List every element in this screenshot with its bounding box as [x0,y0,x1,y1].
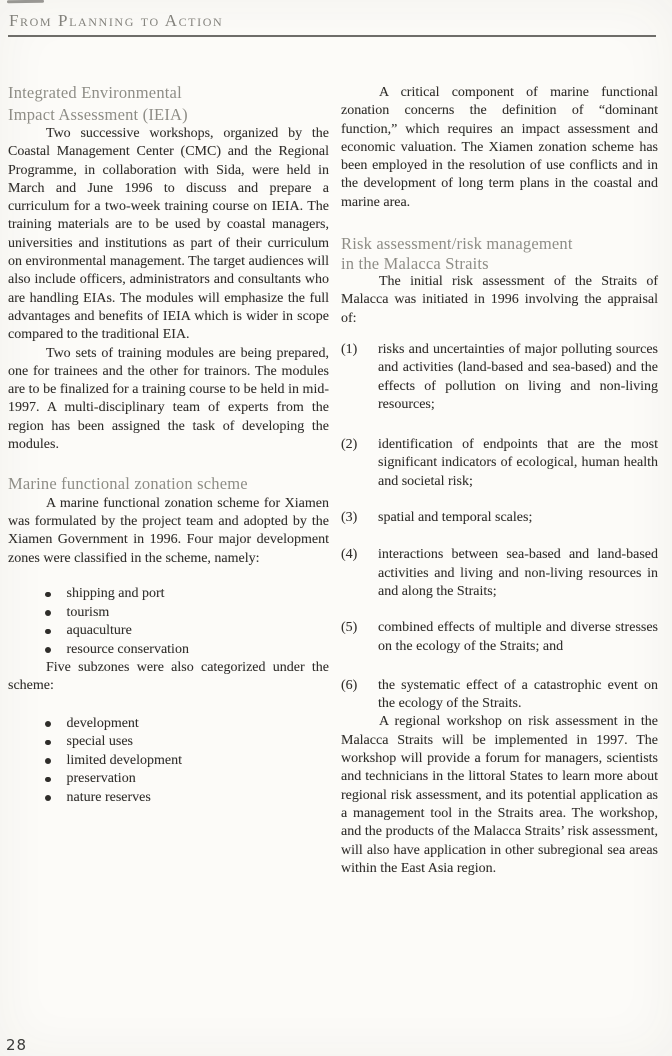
heading-line-2: Impact Assessment (IEIA) [8,104,188,124]
list-item-label: tourism [66,604,110,620]
paragraph-subzones: Five subzones were also categorized under the scheme: [8,660,329,694]
section-heading-ieia [8,82,329,125]
list-item-label: shipping and port [66,586,165,602]
left-column [8,82,329,807]
item-text: interactions between sea-based and land-based activities and living and non-living resources in and along the Straits; [378,547,658,599]
heading-line-1: Integrated Environmental [8,83,182,102]
list-item-label: preservation [66,771,136,787]
numbered-item-3 [341,509,658,527]
item-number: (4) [341,547,358,563]
section-heading-zonation: Marine functional zonation scheme [8,474,248,494]
zone-bullet-list [45,585,329,659]
list-item-label: resource conservation [66,641,189,657]
bullet-icon [45,721,51,727]
item-text: spatial and temporal scales; [378,510,533,526]
item-text: risks and uncertainties of major polluting sources and activities (land-based and sea-based) and the effects of pollution on living and non-living resources; [378,341,658,412]
paragraph-ieia-workshops: Two successive workshops, organized by the Coastal Management Center (CMC) and the Regional Programme, in collaboration with Sida, were held in March and June 1996 to discuss and prepare a curriculum for a two-week training course on IEIA. The training materials are to be used by coastal managers, universities and institutions as part of their curriculum on environmental management. The target audiences will also include officers, administrators and consultants who are handling EIAs. The modules will emphasize the full advantages and benefits of IEIA which is wider in scope compared to the traditional EIA. [8,126,329,343]
running-header: From Planning to Action [9,11,224,30]
list-item-label: aquaculture [66,623,132,639]
list-item-label: limited development [66,752,182,768]
bullet-icon [45,795,51,801]
bullet-icon [45,629,51,635]
bullet-icon [45,647,51,653]
list-item [45,733,329,752]
numbered-item-1 [341,341,658,414]
item-number: (1) [341,341,358,357]
list-item [45,770,329,789]
numbered-item-5 [341,619,658,656]
numbered-item-4 [341,546,658,601]
list-item-label: nature reserves [66,789,151,805]
list-item [45,715,329,734]
paragraph-risk-intro: The initial risk assessment of the Straits of Malacca was initiated in 1996 involving the appraisal of: [341,274,658,326]
item-number: (3) [341,510,358,526]
scan-artifact [7,0,44,3]
list-item [45,604,329,623]
list-item [45,622,329,641]
bullet-icon [45,592,51,598]
item-text: identification of endpoints that are the most significant indicators of ecological, human health and societal risk; [378,437,658,489]
page-number: 28 [6,1036,28,1054]
bullet-icon [45,777,51,783]
numbered-item-6 [341,677,658,714]
bullet-icon [45,610,51,616]
list-item [45,789,329,808]
item-number: (5) [341,620,358,636]
bullet-icon [45,758,51,764]
list-item-label: development [66,715,139,731]
item-number: (2) [341,437,358,453]
list-item [45,752,329,771]
subzone-bullet-list [45,715,329,808]
paragraph-zonation-scheme: A marine functional zonation scheme for Xiamen was formulated by the project team and adopted by the Xiamen Government in 1996. Four major development zones were classified in the scheme, namely: [8,495,329,566]
header-rule [8,35,656,37]
heading-line-1: Risk assessment/risk management [341,234,573,254]
heading-line-2: in the Malacca Straits [341,253,489,273]
bullet-icon [45,740,51,746]
list-item-label: special uses [66,734,133,750]
list-item [45,585,329,604]
paragraph-ieia-modules: Two sets of training modules are being prepared, one for trainees and the other for trainors. The modules are to be finalized for a training course to be held in mid-1997. A multi-disciplinary team of experts from the region has been assigned the task of developing the modules. [8,345,329,453]
numbered-item-2 [341,436,658,491]
list-item [45,641,329,660]
right-column [341,84,658,878]
section-heading-risk [341,234,658,273]
item-text: the systematic effect of a catastrophic event on the ecology of the Straits. [378,677,658,712]
item-number: (6) [341,677,358,693]
item-text: combined effects of multiple and diverse stresses on the ecology of the Straits; and [378,620,658,654]
paragraph-zonation-critical: A critical component of marine functional zonation concerns the definition of “dominant function,” which requires an impact assessment and economic valuation. The Xiamen zonation scheme has been employed in the resolution of use conflicts and in the development of long term plans in the coastal and marine area. [341,85,658,210]
paragraph-regional-workshop: A regional workshop on risk assessment in the Malacca Straits will be implemented in 1997. The workshop will provide a forum for managers, scientists and technicians in the littoral States to learn more about regional risk assessment, and its potential application as a management tool in the Straits area. The workshop, and the products of the Malacca Straits’ risk assessment, will also have application in other subregional sea areas within the East Asia region. [341,714,658,876]
